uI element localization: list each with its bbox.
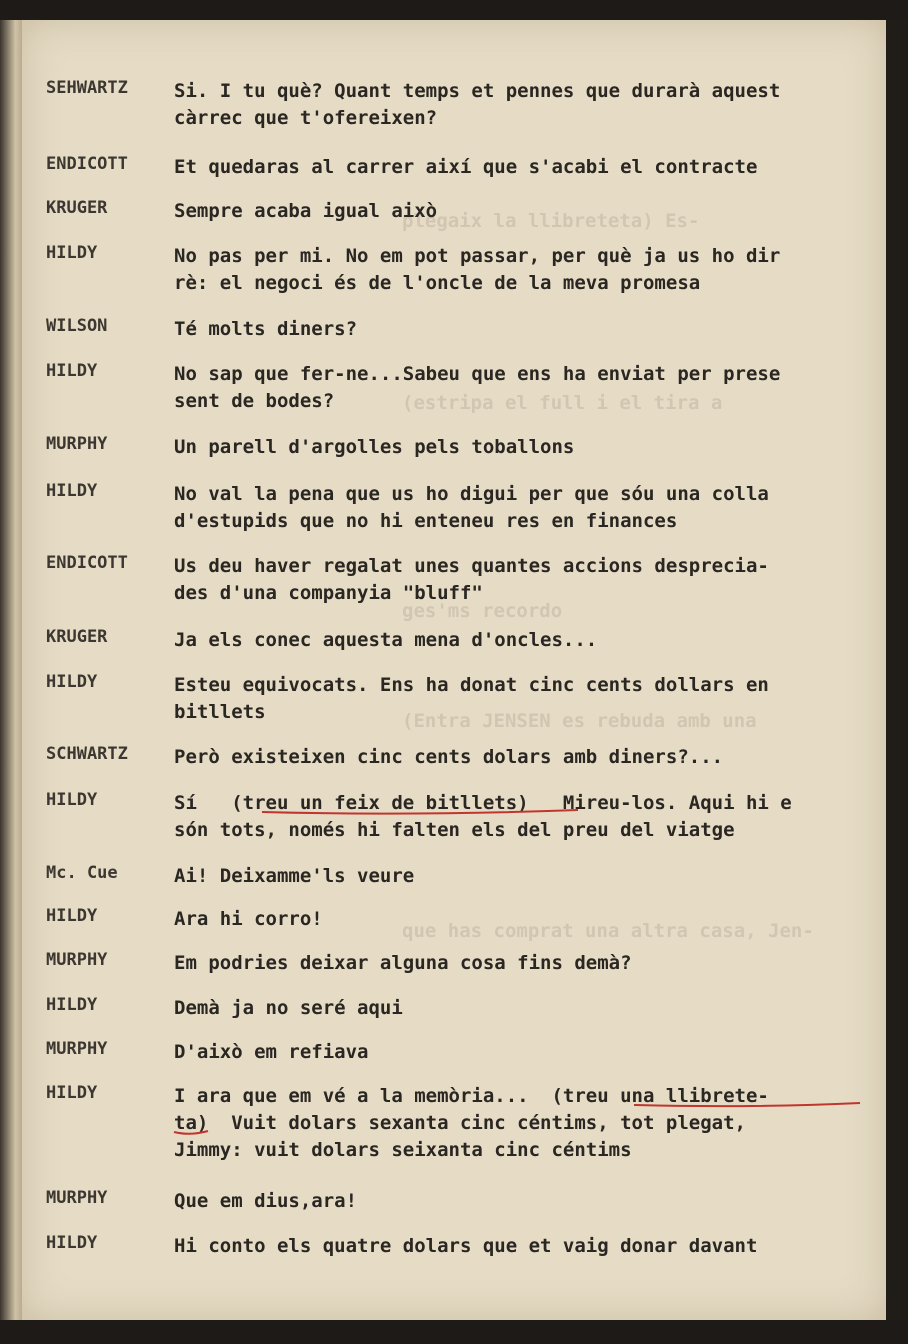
speaker-name: WILSON [46,316,108,336]
speaker-name: SCHWARTZ [46,744,128,764]
dialogue-line: Ai! Deixamme'ls veure [174,865,415,887]
dialogue-line: bitllets [174,701,266,723]
speaker-name: HILDY [46,906,98,926]
speaker-name: MURPHY [46,950,108,970]
dialogue-line: D'això em refiava [174,1041,369,1063]
speaker-name: HILDY [46,672,98,692]
dialogue-line: No pas per mi. No em pot passar, per què ja us ho dir [174,245,781,267]
dialogue-line: Demà ja no seré aqui [174,997,403,1019]
dialogue-line: Sempre acaba igual això [174,200,438,222]
dialogue-line: des d'una companyia "bluff" [174,582,483,604]
show-through-text: que has comprat una altra casa, Jen- [402,920,814,942]
speaker-name: KRUGER [46,627,108,647]
speaker-name: ENDICOTT [46,553,128,573]
dialogue-line: No val la pena que us ho digui per que sóu una colla [174,483,769,505]
dialogue-line: Ja els conec aquesta mena d'oncles... [174,629,598,651]
speaker-name: SEHWARTZ [46,78,128,98]
speaker-name: HILDY [46,995,98,1015]
typewritten-page [22,20,886,1320]
speaker-name: Mc. Cue [46,863,118,883]
dialogue-line: No sap que fer-ne...Sabeu que ens ha enviat per prese [174,363,781,385]
speaker-name: HILDY [46,790,98,810]
speaker-name: HILDY [46,481,98,501]
speaker-name: MURPHY [46,434,108,454]
speaker-name: HILDY [46,243,98,263]
dialogue-line: Té molts diners? [174,318,358,340]
dialogue-line: són tots, només hi falten els del preu del viatge [174,819,735,841]
dialogue-line: Però existeixen cinc cents dolars amb diners?... [174,746,724,768]
binding-edge [0,20,22,1320]
show-through-text: (Entra JENSEN es rebuda amb una [402,710,757,732]
red-underline-marks [22,20,886,1320]
show-through-text: (estripa el full i el tira a [402,392,723,414]
dialogue-line: I ara que em vé a la memòria... (treu una llibrete- [174,1085,769,1107]
dialogue-line: Em podries deixar alguna cosa fins demà? [174,952,632,974]
dialogue-line: ta) Vuit dolars sexanta cinc céntims, tot plegat, [174,1112,746,1134]
dialogue-line: Esteu equivocats. Ens ha donat cinc cents dollars en [174,674,769,696]
dialogue-line: càrrec que t'ofereixen? [174,107,438,129]
dialogue-line: Jimmy: vuit dolars seixanta cinc céntims [174,1139,632,1161]
dialogue-line: Hi conto els quatre dolars que et vaig donar davant [174,1235,758,1257]
dialogue-line: Sí (treu un feix de bitllets) Mireu-los. Aqui hi e [174,792,792,814]
dialogue-line: sent de bodes? [174,390,335,412]
speaker-name: MURPHY [46,1039,108,1059]
show-through-text: plegaix la llibreteta) Es- [402,210,700,232]
dialogue-line: Us deu haver regalat unes quantes accions desprecia- [174,555,769,577]
page-shadow [886,20,908,1320]
dialogue-line: d'estupids que no hi enteneu res en finances [174,510,678,532]
dialogue-line: rè: el negoci és de l'oncle de la meva promesa [174,272,701,294]
dialogue-line: Ara hi corro! [174,908,323,930]
speaker-name: HILDY [46,1233,98,1253]
speaker-name: ENDICOTT [46,154,128,174]
dialogue-line: Si. I tu què? Quant temps et pennes que durarà aquest [174,80,781,102]
show-through-text: ges'ms recordo [402,600,563,622]
speaker-name: KRUGER [46,198,108,218]
dialogue-line: Que em dius,ara! [174,1190,358,1212]
dialogue-line: Et quedaras al carrer així que s'acabi el contracte [174,156,758,178]
speaker-name: HILDY [46,361,98,381]
speaker-name: HILDY [46,1083,98,1103]
dialogue-line: Un parell d'argolles pels toballons [174,436,575,458]
speaker-name: MURPHY [46,1188,108,1208]
